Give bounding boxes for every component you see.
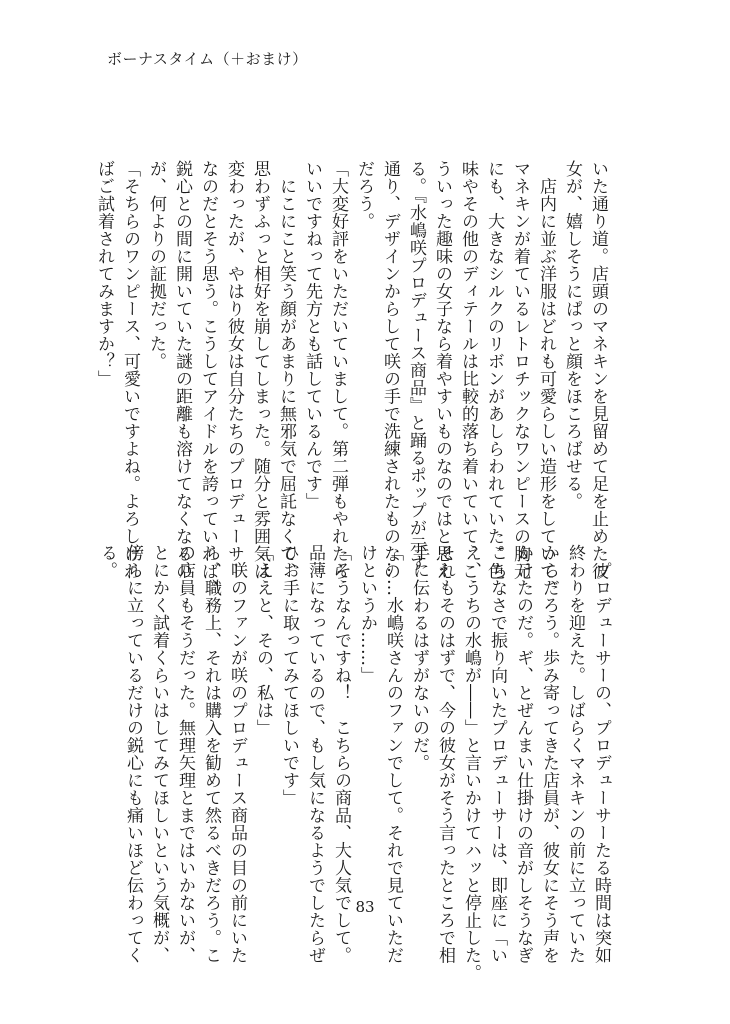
text-column: からだろう。歩み寄ってきた店員が、彼女にそう声を [539,544,559,964]
text-column: けというか……」 [357,544,377,684]
text-column: 店内に並ぶ洋服はどれも可愛らしい造形をしていて、 [536,160,556,598]
text-column: 通り、デザインからして咲の手で洗練されたものなの [380,160,400,580]
text-column: にも、大きなシルクのリボンがあしらわれていた。色 [484,160,504,580]
text-column: ら、職務上、それは購入を勧めて然るべきだろう。こ [201,544,221,964]
text-column: る。 [97,544,117,579]
text-column: にこにこと笑う顔があまりに無邪気で屈託なくて、 [276,160,296,580]
text-column: 思わずふっと相好を崩してしまった。随分と雰囲気は [250,160,270,580]
text-column: え、うちの水嶋が――」と言いかけてハッと停止した。 [461,544,481,982]
text-column: 味やその他のディテールは比較的落ち着いていて、こ [458,160,478,580]
text-column: る。『水嶋咲プロデュース商品』と踊るポップが示す [406,160,426,572]
text-column: ばご試着されてみますか？」 [94,160,114,388]
text-column: 「大変好評をいただいていまして。第二弾もやれたら [328,160,348,580]
text-column: かけたのだ。ギ、とぜんまい仕掛けの音がしそうなぎ [513,544,533,964]
text-column: 「ええと、その、私は」 [253,544,273,737]
text-column: 変わったが、やはり彼女は自分たちのプロデューサー [224,160,244,580]
text-column: とにかく試着くらいはしてみてほしいという気概が、 [149,544,169,964]
text-column: いた通り道。店頭のマネキンを見留めて足を止めた彼 [588,160,608,580]
text-column: マネキンが着ているレトロチックなワンピースの胸元 [510,160,530,580]
text-column: 品薄になっているので、もし気になるようでしたらぜ [305,544,325,964]
text-column: 「……水嶋咲さんのファンでして。それで見ていただ [383,544,403,964]
text-column: いいですねって先方とも話しているんです」 [302,160,322,510]
page-number: 83 [355,898,375,916]
running-header: ボーナスタイム（＋おまけ） [107,50,308,68]
text-column: だろう。 [354,160,374,230]
text-column: なのだとそう思う。こうしてアイドルを誇っていれば、 [198,160,218,598]
text-column: こちなさで振り向いたプロデューサーは、即座に「い [487,544,507,964]
text-column: 手に伝わるはずがないのだ。 [409,544,429,772]
text-column: 女が、嬉しそうにぱっと顔をほころばせる。 [562,160,582,510]
text-column: が、何よりの証拠だった。 [146,160,166,370]
text-column: 咲のファンが咲のプロデュース商品の目の前にいた [227,544,247,964]
text-column: ういった趣味の女子なら着やすいものなのではと思え [432,160,452,580]
upper-text-block [94,160,611,598]
text-column: 鋭心との間に開いていた謎の距離も溶けてなくなるの [172,160,192,580]
text-column: 「そちらのワンピース、可愛いですよね。よろしけれ [120,160,140,580]
text-column: プロデューサーの、プロデューサーたる時間は突如 [591,544,611,964]
text-column: 終わりを迎えた。しばらくマネキンの前に立っていた [565,544,585,964]
text-column: それもそのはずで、今の彼女がそう言ったところで相 [435,544,455,964]
text-column: 傍らに立っているだけの鋭心にも痛いほど伝わってく [123,544,143,964]
text-column: ひお手に取ってみてほしいです」 [279,544,299,807]
text-column: の店員もそうだった。無理矢理とまではいかないが、 [175,544,195,964]
text-column: 「そうなんですね！ こちらの商品、大人気でして。 [331,544,351,964]
